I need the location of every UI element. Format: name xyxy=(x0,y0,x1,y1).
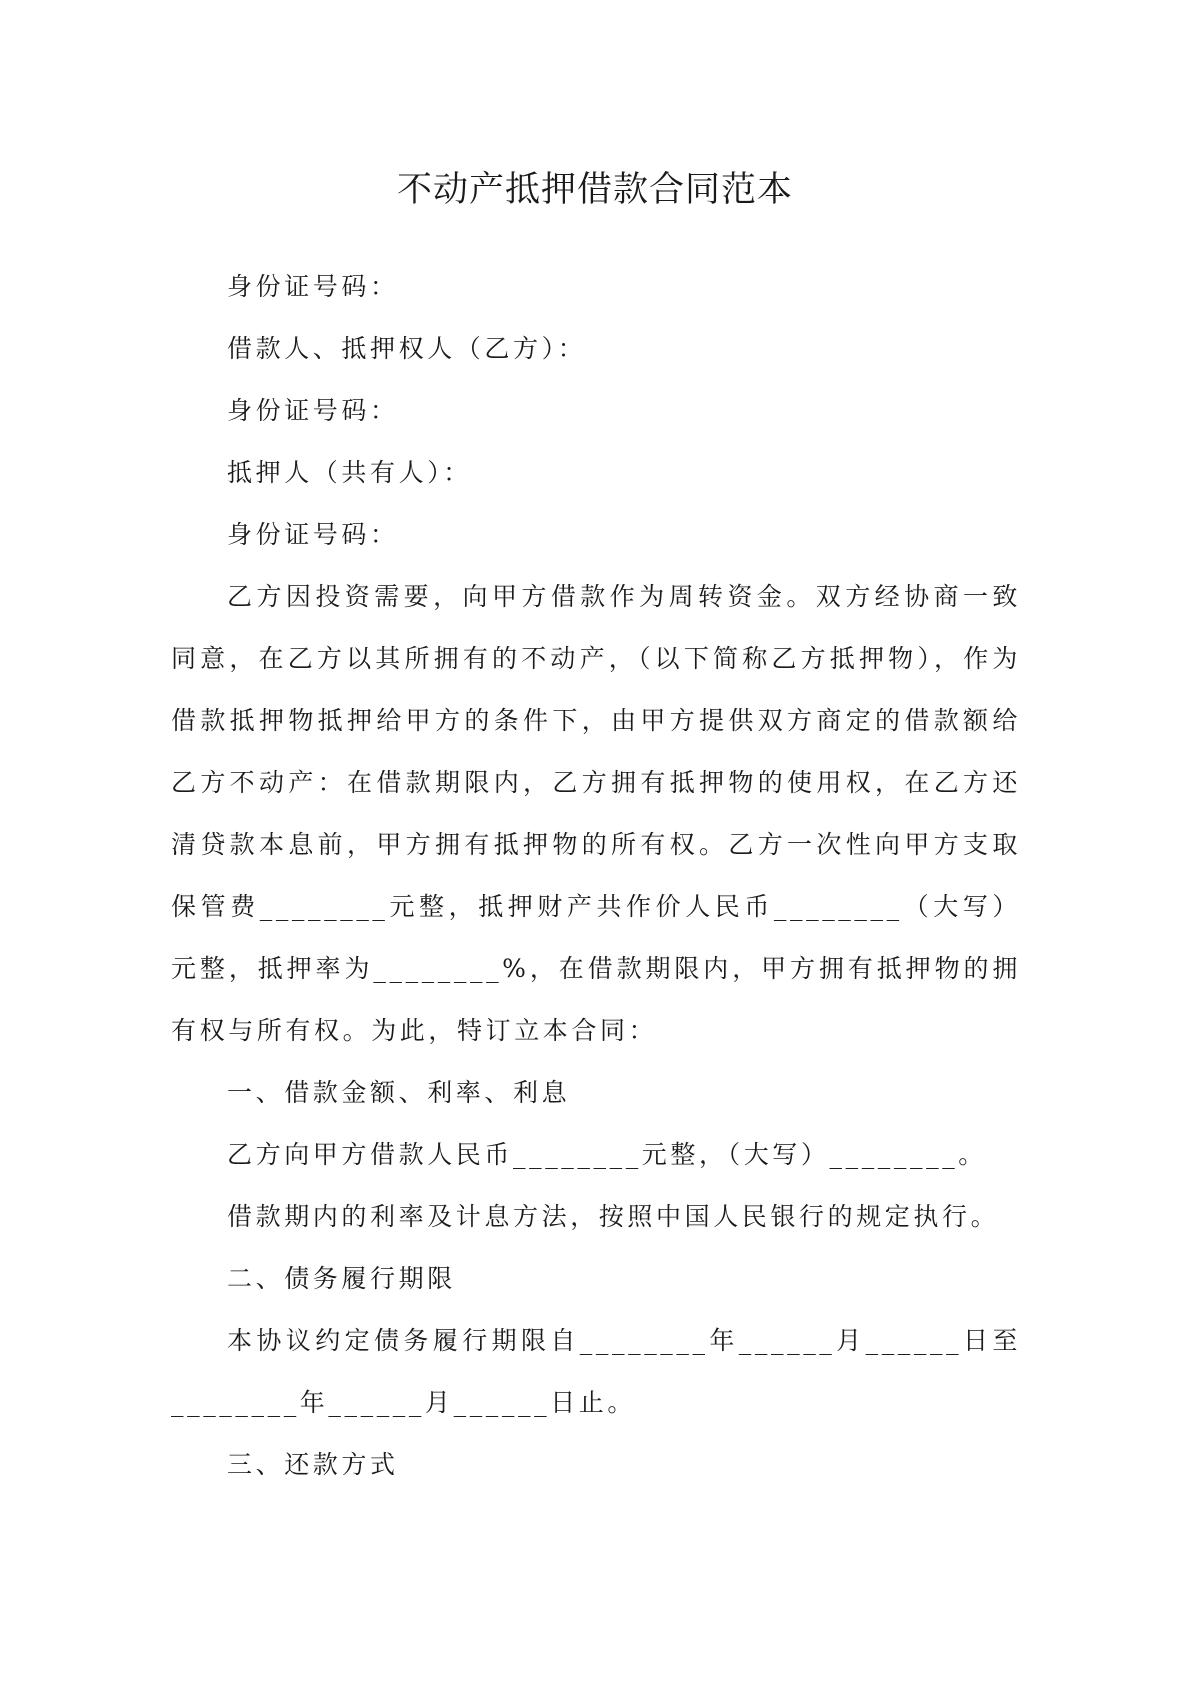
id-number-line: 身份证号码： xyxy=(227,520,399,549)
loan-amount-paragraph: 乙方向甲方借款人民币________元整，（大写）________。 xyxy=(227,1140,987,1169)
section-heading: 一、借款金额、利率、利息 xyxy=(227,1078,571,1107)
term-paragraph: 本协议约定债务履行期限自________年______月______日至________年______月______日止。 xyxy=(171,1326,1021,1417)
preamble-paragraph: 乙方因投资需要，向甲方借款作为周转资金。双方经协商一致同意，在乙方以其所拥有的不动产，（以下简称乙方抵押物），作为借款抵押物抵押给甲方的条件下，由甲方提供双方商定的借款额给乙方不动产：在借款期限内，乙方拥有抵押物的使用权，在乙方还清贷款本息前，甲方拥有抵押物的所有权。乙方一次性向甲方支取保管费________元整，抵押财产共作价人民币________（大写）元整，抵押率为________%，在借款期限内，甲方拥有抵押物的拥有权与所有权。为此，特订立本合同： xyxy=(171,582,1021,1045)
interest-rate-paragraph: 借款期内的利率及计息方法，按照中国人民银行的规定执行。 xyxy=(227,1202,1000,1231)
section-heading: 二、债务履行期限 xyxy=(227,1264,456,1293)
borrower-mortgagee-line: 借款人、抵押权人（乙方）： xyxy=(227,334,587,363)
id-number-line: 身份证号码： xyxy=(227,396,399,425)
document-title: 不动产抵押借款合同范本 xyxy=(396,170,793,210)
mortgagor-line: 抵押人（共有人）： xyxy=(227,458,472,487)
section-heading: 三、还款方式 xyxy=(227,1450,399,1479)
document-body xyxy=(171,256,1021,1496)
id-number-line: 身份证号码： xyxy=(227,272,399,301)
